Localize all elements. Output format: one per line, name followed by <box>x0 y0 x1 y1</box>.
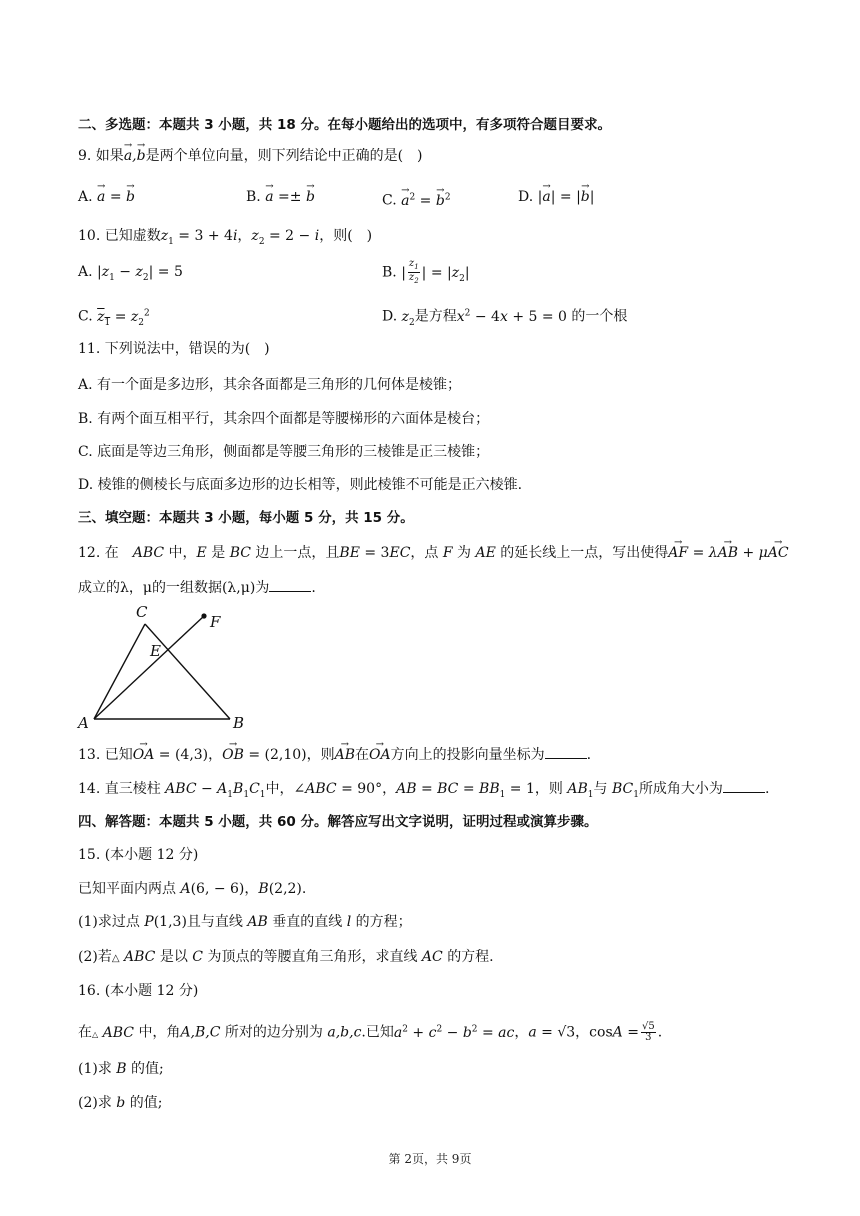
q16-given-text-b: 中，角 <box>138 1024 181 1041</box>
q15-title: 15. (本小题 12 分) <box>78 847 199 863</box>
segment-af <box>94 616 204 719</box>
q13-text-2: ，则 <box>306 747 335 763</box>
q11-option-d: D. 棱锥的侧棱长与底面多边形的边长相等，则此棱锥不可能是正六棱锥. <box>78 477 523 493</box>
q10-option-d: D. $z_2$是方程$x^2 - 4x + 5 = 0$ 的一个根 <box>382 308 628 328</box>
q14-text-1: 14. 直三棱柱 <box>78 781 161 797</box>
q14-text-6: . <box>764 781 770 797</box>
q11-option-b: B. 有两个面互相平行，其余四个面都是等腰梯形的六面体是棱台； <box>78 411 490 427</box>
q9-option-b-label: B. <box>246 189 261 205</box>
q15-part2: (2)若△ ABC 是以 C 为顶点的等腰直角三角形，求直线 AC 的方程. <box>78 949 494 965</box>
q16-given-text-e: ， <box>514 1024 529 1041</box>
q15-part1-text-a: (1)求过点 <box>78 914 140 930</box>
q11-option-c: C. 底面是等边三角形，侧面都是等腰三角形的三棱锥是正三棱锥； <box>78 444 490 460</box>
q9-option-b: B. → a =± → b <box>246 188 315 206</box>
label-f: F <box>210 613 221 631</box>
q15-part2-text-b: 是以 <box>159 949 188 965</box>
q12-stem-line2 <box>78 579 316 597</box>
section3-heading: 三、填空题：本题共 3 小题，每小题 5 分，共 15 分。 <box>78 510 414 526</box>
q15-part2-text-d: 的方程. <box>447 949 494 965</box>
q9-stem-suffix: 是两个单位向量，则下列结论中正确的是( ) <box>145 148 423 164</box>
q15-part2-text-c: 为顶点的等腰直角三角形，求直线 <box>207 949 418 965</box>
label-e: E <box>150 642 161 660</box>
q12-stem-line1: 12. 在 ABC 中，E 是 BC 边上一点，且BE = 3EC，点 F 为 AE 的延长线上一点，写出使得→ AF = λ→ AB + μ→ AC <box>78 544 789 562</box>
q13-text-1: 13. 已知 <box>78 747 133 763</box>
q9-stem: 9. 如果→ a,→ b是两个单位向量，则下列结论中正确的是( ) <box>78 147 423 165</box>
label-c: C <box>136 603 148 621</box>
q16-given: 在△ ABC 中，角A,B,C 所对的边分别为 a,b,c.已知$a^2 + c^2 - b^2$ = ac，a = √3，cosA = $\frac{√5}{3}$ . <box>78 1021 663 1044</box>
q16-part2-text: (2)求 <box>78 1095 112 1111</box>
q15-part2-text-a: (2)若 <box>78 949 112 965</box>
point-f-dot <box>201 613 206 618</box>
q16-part1: (1)求 B 的值; <box>78 1061 164 1077</box>
q16-given-text-c: 所对的边分别为 <box>224 1024 323 1041</box>
q10-option-d-text-b: 的一个根 <box>566 308 628 325</box>
q16-part2: (2)求 b 的值; <box>78 1095 163 1111</box>
page-footer: 第 2页，共 9页 <box>388 1152 472 1166</box>
q9-stem-prefix: 9. 如果 <box>78 148 124 164</box>
q16-part2-text-b: 的值; <box>129 1095 163 1111</box>
q10-option-d-label: D. <box>382 308 398 325</box>
q10-option-d-text-a: 是方程 <box>414 308 457 325</box>
q16-part1-text-b: 的值; <box>131 1061 164 1077</box>
q9-option-d-label: D. <box>518 189 534 205</box>
q13-stem: 13. 已知→ OA = (4,3)，→ OB = (2,10)，则→ AB在→ OA方向上的投影向量坐标为 . <box>78 746 591 764</box>
q15-given-text: 已知平面内两点 <box>78 881 176 897</box>
q10-option-b: B. | $\frac{z_1}{z_2}$ | = $|z_2|$ <box>382 258 470 285</box>
q12-text-6: 的延长线上一点，写出使得 <box>500 545 669 561</box>
q10-option-b-label: B. <box>382 264 397 281</box>
q16-given-text-g: . <box>657 1024 663 1041</box>
q10-option-c-label: C. <box>78 308 93 325</box>
q14-text-3: ，则 <box>534 781 563 797</box>
q16-given-text-a: 在 <box>78 1024 92 1041</box>
q15-part1-text-d: 的方程； <box>355 914 412 930</box>
q15-part1-text-c: 垂直的直线 <box>272 914 343 930</box>
q14-text-2: 中， <box>265 781 294 797</box>
q14-text-4: 与 <box>593 781 608 797</box>
q16-given-text-f: ， <box>575 1024 590 1041</box>
section4-heading: 四、解答题：本题共 5 小题，共 60 分。解答应写出文字说明，证明过程或演算步骤。 <box>78 814 598 830</box>
q16-part1-text: (1)求 <box>78 1061 112 1077</box>
q12-text-4: ，点 <box>410 545 439 561</box>
q12-line2-text: 成立的λ，μ的一组数据(λ,μ)为 <box>78 580 270 596</box>
q13-text-3: 在 <box>355 747 370 763</box>
q12-answer-blank[interactable] <box>269 579 311 592</box>
q15-given-end: . <box>301 881 307 897</box>
q9-option-a-label: A. <box>78 189 93 205</box>
label-b: B <box>233 714 245 732</box>
q15-given: 已知平面内两点 A(6, − 6)，B(2,2). <box>78 881 307 897</box>
q14-answer-blank[interactable] <box>723 780 765 793</box>
label-a: A <box>78 714 89 732</box>
q10-option-a-label: A. <box>78 264 93 280</box>
triangle-figure <box>70 600 270 735</box>
q12-text-3: 边上一点，且 <box>255 545 340 561</box>
q12-text-1: 12. 在 <box>78 545 119 561</box>
q14-text-5: 所成角大小为 <box>638 781 723 797</box>
q10-stem: 10. 已知虚数$z_1 = 3 + 4i$，$z_2 = 2 - i$，则( ) <box>78 228 373 247</box>
q9-option-d: D. |→ a| = |→ b| <box>518 188 594 206</box>
q16-given-text-d: .已知 <box>361 1024 394 1041</box>
q15-part1: (1)求过点 P(1,3)且与直线 AB 垂直的直线 l 的方程； <box>78 914 412 930</box>
q11-stem: 11. 下列说法中，错误的为( ) <box>78 341 270 357</box>
q13-text-5: . <box>586 747 592 763</box>
q13-answer-blank[interactable] <box>545 746 587 759</box>
q9-option-a: A. → a = → b <box>78 188 135 206</box>
q12-line2-end: . <box>311 580 316 596</box>
segment-ac <box>94 624 145 719</box>
q12-text-5: 为 <box>457 545 472 561</box>
segment-cb <box>145 624 230 719</box>
q9-option-c: C. → $a^2$ = → $b^2$ <box>382 188 451 210</box>
section2-heading: 二、多选题：本题共 3 小题，共 18 分。在每小题给出的选项中，有多项符合题目要求。 <box>78 117 611 133</box>
q10-stem-prefix: 10. 已知虚数 <box>78 228 161 244</box>
q14-stem: 14. 直三棱柱 ABC − $A_1B_1C_1$中，∠ABC = 90°，AB = BC = $BB_1 = 1$，则 $AB_1$与 $BC_1$所成角大小为 . <box>78 781 770 800</box>
q9-option-c-label: C. <box>382 192 397 209</box>
q10-stem-suffix: ，则( ) <box>319 228 373 244</box>
q16-title: 16. (本小题 12 分) <box>78 983 199 999</box>
q13-text-4: 方向上的投影向量坐标为 <box>390 747 545 763</box>
q11-option-a: A. 有一个面是多边形，其余各面都是三角形的几何体是棱锥； <box>78 377 462 393</box>
q15-part1-text-b: 且与直线 <box>186 914 243 930</box>
q12-text-2: 中， <box>168 545 197 561</box>
q10-option-c: C. $z_1 = z_2^2$ <box>78 308 150 328</box>
q10-option-a: A. $|z_1 - z_2| = 5$ <box>78 264 183 283</box>
